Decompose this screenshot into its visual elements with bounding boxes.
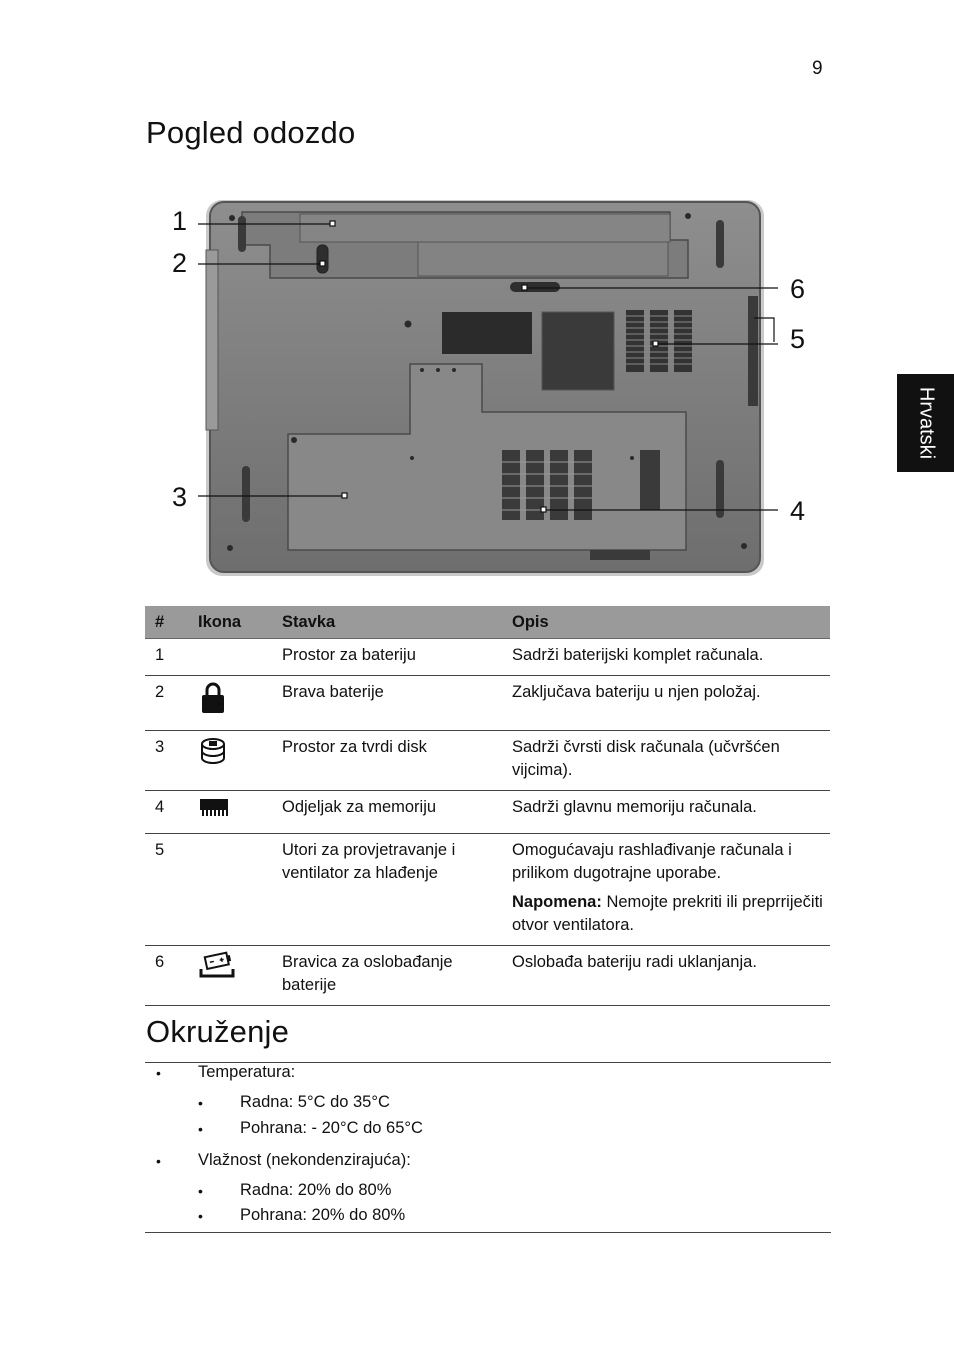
table-row xyxy=(145,946,830,1006)
row-icon xyxy=(188,731,272,791)
temperature-storage: Pohrana: - 20°C do 65°C xyxy=(240,1119,423,1137)
row-number: 1 xyxy=(145,639,188,676)
table-row xyxy=(145,834,830,946)
row-number: 4 xyxy=(145,791,188,834)
header-item: Stavka xyxy=(272,606,502,639)
language-tab xyxy=(897,374,954,472)
row-icon xyxy=(188,676,272,731)
table-row xyxy=(145,791,830,834)
note-label: Napomena: xyxy=(512,893,602,911)
table-row xyxy=(145,639,830,676)
laptop-bottom-illustration xyxy=(160,190,820,590)
row-description: Sadrži baterijski komplet računala. xyxy=(502,639,830,676)
callout-2: 2 xyxy=(172,248,188,278)
row-icon xyxy=(188,946,272,1006)
bullet-temperature-operating: • xyxy=(198,1095,203,1111)
note-text: Nemojte prekriti ili preprriječiti otvor ventilatora. xyxy=(512,893,823,934)
row-icon-empty xyxy=(188,639,272,676)
row-number: 3 xyxy=(145,731,188,791)
bullet-humidity-operating: • xyxy=(198,1183,203,1199)
row-item: Brava baterije xyxy=(272,676,502,731)
bottom-view-table xyxy=(145,606,830,1006)
header-number: # xyxy=(145,606,188,639)
header-description: Opis xyxy=(502,606,830,639)
header-icon: Ikona xyxy=(188,606,272,639)
table-row xyxy=(145,676,830,731)
language-tab-label: Hrvatski xyxy=(915,386,937,460)
callout-3: 3 xyxy=(172,482,188,512)
row-number: 6 xyxy=(145,946,188,1006)
table-row xyxy=(145,731,830,791)
row-description: Sadrži čvrsti disk računala (učvršćen vijcima). xyxy=(502,731,830,791)
bullet-humidity-storage: • xyxy=(198,1208,203,1224)
bullet-temperature: • xyxy=(156,1065,161,1081)
page-number: 9 xyxy=(812,58,823,79)
callout-4: 4 xyxy=(790,496,806,526)
row-description: Sadrži glavnu memoriju računala. xyxy=(502,791,830,834)
row-description: Zaključava bateriju u njen položaj. xyxy=(502,676,830,731)
battery-release-latch xyxy=(510,282,560,292)
padlock-icon xyxy=(198,681,228,715)
section-title-bottom-view: Pogled odozdo xyxy=(146,115,356,150)
temperature-operating: Radna: 5°C do 35°C xyxy=(240,1093,390,1111)
section-title-environment: Okruženje xyxy=(146,1014,290,1049)
bullet-temperature-storage: • xyxy=(198,1121,203,1137)
row-description: Oslobađa bateriju radi uklanjanja. xyxy=(502,946,830,1006)
row-number: 2 xyxy=(145,676,188,731)
row-description xyxy=(502,834,830,946)
callout-5: 5 xyxy=(790,324,806,354)
environment-bottom-rule xyxy=(145,1232,831,1233)
battery-release-icon xyxy=(198,951,236,981)
row-item: Prostor za tvrdi disk xyxy=(272,731,502,791)
note xyxy=(512,891,826,937)
callout-1: 1 xyxy=(172,206,188,236)
row-item: Prostor za bateriju xyxy=(272,639,502,676)
row-icon-empty xyxy=(188,834,272,946)
humidity-label: Vlažnost (nekondenzirajuća): xyxy=(198,1151,411,1169)
callout-6: 6 xyxy=(790,274,806,304)
humidity-operating: Radna: 20% do 80% xyxy=(240,1181,392,1199)
battery-lock xyxy=(317,245,328,273)
temperature-label: Temperatura: xyxy=(198,1063,296,1081)
row-item: Odjeljak za memoriju xyxy=(272,791,502,834)
memory-module-icon xyxy=(198,796,230,818)
fan-vents xyxy=(626,310,692,372)
row-icon xyxy=(188,791,272,834)
table-header-row xyxy=(145,606,830,639)
row-description-text: Omogućavaju rashlađivanje računala i prilikom dugotrajne uporabe. xyxy=(512,841,792,882)
bullet-humidity: • xyxy=(156,1153,161,1169)
row-item: Utori za provjetravanje i ventilator za hlađenje xyxy=(272,834,502,946)
row-item: Bravica za oslobađanje baterije xyxy=(272,946,502,1006)
row-number: 5 xyxy=(145,834,188,946)
humidity-storage: Pohrana: 20% do 80% xyxy=(240,1206,406,1224)
hard-disk-icon xyxy=(198,736,228,768)
